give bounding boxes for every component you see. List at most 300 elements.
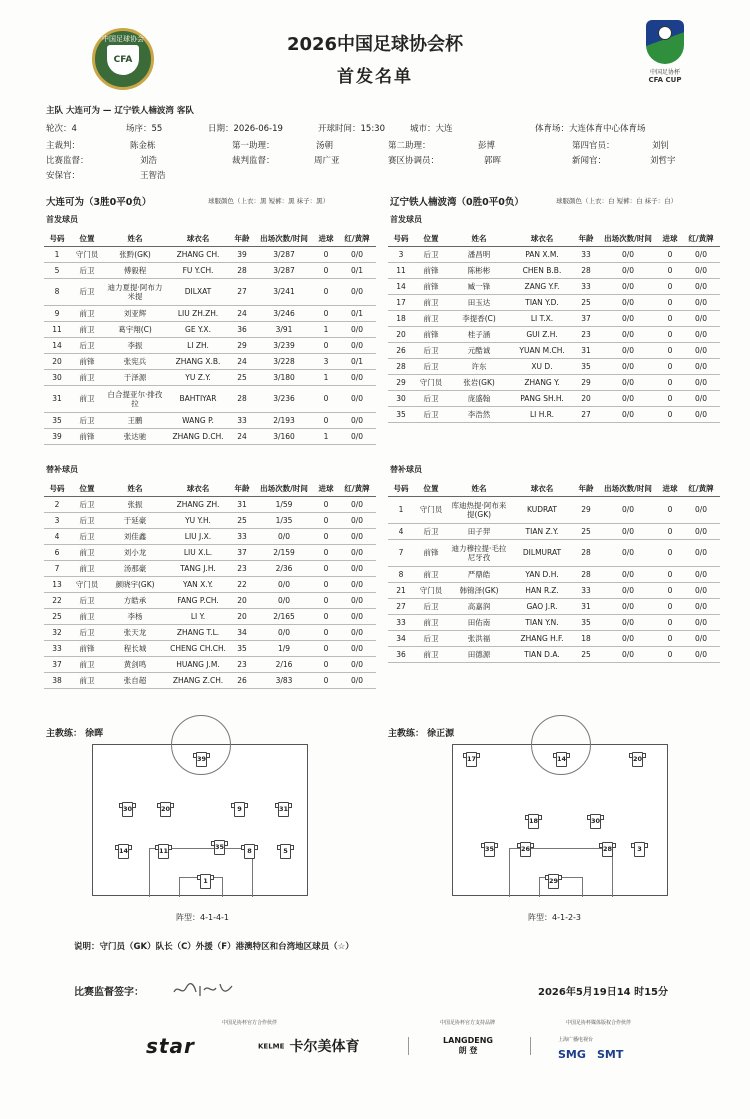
table-cell: 李提香(C) xyxy=(448,310,510,326)
table-cell: 1/9 xyxy=(254,640,314,656)
home-team-name: 大连可为（3胜0平0负） xyxy=(46,197,152,208)
table-cell: 26 xyxy=(230,672,254,688)
table-cell: 2/16 xyxy=(254,656,314,672)
table-cell: YAN X.Y. xyxy=(166,576,230,592)
match-date: 日期：2026-06-19 xyxy=(208,124,283,134)
away-formation: 阵型：4-1-2-3 xyxy=(528,913,582,922)
table-cell: 0/0 xyxy=(338,278,376,305)
table-row xyxy=(388,278,720,294)
column-header: 进球 xyxy=(314,232,338,246)
home-starters-label: 首发球员 xyxy=(46,215,78,224)
table-cell: 25 xyxy=(230,512,254,528)
table-cell: 34 xyxy=(388,630,414,646)
table-cell: 守门员 xyxy=(70,246,104,262)
table-cell: 0/0 xyxy=(598,406,658,422)
supervisor: 刘浩 xyxy=(140,156,158,166)
table-cell: 35 xyxy=(388,406,414,422)
table-cell: 0/0 xyxy=(254,592,314,608)
table-cell: 0 xyxy=(658,646,682,662)
table-cell: 李振 xyxy=(104,337,166,353)
ref-assessor: 周广亚 xyxy=(314,156,340,166)
table-cell: 1/35 xyxy=(254,512,314,528)
table-cell: 3/83 xyxy=(254,672,314,688)
table-cell: GUI Z.H. xyxy=(510,326,574,342)
table-cell: 0/0 xyxy=(254,624,314,640)
table-row xyxy=(388,646,720,662)
table-cell: 25 xyxy=(574,646,598,662)
table-cell: 后卫 xyxy=(414,246,448,262)
player-shirt-icon xyxy=(463,752,480,767)
langdeng-text: LANGDENG xyxy=(443,1036,493,1045)
table-cell: 后卫 xyxy=(414,358,448,374)
table-cell: 0/0 xyxy=(598,358,658,374)
table-cell: 0/0 xyxy=(598,566,658,582)
table-cell: 39 xyxy=(44,428,70,444)
table-cell: HUANG J.M. xyxy=(166,656,230,672)
table-cell: 后卫 xyxy=(414,630,448,646)
table-row xyxy=(388,539,720,566)
table-cell: 0/0 xyxy=(682,246,720,262)
sponsor-caption-media: 中国足协杯媒体版权合作伙伴 xyxy=(566,1020,632,1026)
table-cell: 0/0 xyxy=(598,598,658,614)
table-cell: 0/0 xyxy=(598,342,658,358)
table-cell: 方皓承 xyxy=(104,592,166,608)
table-cell: YAN D.H. xyxy=(510,566,574,582)
table-cell: 0 xyxy=(658,598,682,614)
home-subs-label: 替补球员 xyxy=(46,465,78,474)
security-label: 安保官： xyxy=(46,171,81,181)
table-cell: 0 xyxy=(314,672,338,688)
table-cell: 37 xyxy=(574,310,598,326)
table-cell: TANG J.H. xyxy=(166,560,230,576)
column-header: 红/黄牌 xyxy=(338,232,376,246)
table-cell: 前卫 xyxy=(70,321,104,337)
table-cell: 0/0 xyxy=(598,646,658,662)
table-cell: LI T.X. xyxy=(510,310,574,326)
table-cell: 后卫 xyxy=(70,624,104,640)
table-cell: 0/0 xyxy=(682,294,720,310)
table-cell: 0/0 xyxy=(254,576,314,592)
shirt-number: 28 xyxy=(602,845,613,853)
table-cell: 20 xyxy=(44,353,70,369)
column-header: 球衣名 xyxy=(510,482,574,496)
table-cell: 0/0 xyxy=(598,496,658,523)
shirt-number: 30 xyxy=(590,817,601,825)
table-cell: 0/0 xyxy=(338,246,376,262)
column-header: 号码 xyxy=(388,482,414,496)
column-header: 红/黄牌 xyxy=(682,482,720,496)
table-cell: ZHANG X.B. xyxy=(166,353,230,369)
table-cell: 迪力夏提·阿布力米提 xyxy=(104,278,166,305)
table-cell: 0/0 xyxy=(682,539,720,566)
player-shirt-icon xyxy=(545,874,562,889)
table-cell: YU Z.Y. xyxy=(166,369,230,385)
table-cell: 0/1 xyxy=(338,262,376,278)
shirt-number: 29 xyxy=(548,877,559,885)
table-cell: 24 xyxy=(230,428,254,444)
table-cell: 2/193 xyxy=(254,412,314,428)
table-cell: ZHANG Y. xyxy=(510,374,574,390)
table-cell: WANG P. xyxy=(166,412,230,428)
table-cell: 30 xyxy=(44,369,70,385)
table-cell: 程长城 xyxy=(104,640,166,656)
player-shirt-icon xyxy=(553,752,570,767)
table-cell: 20 xyxy=(574,390,598,406)
table-cell: 0 xyxy=(314,640,338,656)
table-cell: 18 xyxy=(388,310,414,326)
table-cell: TIAN Y.D. xyxy=(510,294,574,310)
table-cell: 守门员 xyxy=(414,582,448,598)
table-cell: 黄剑鸣 xyxy=(104,656,166,672)
table-cell: 0 xyxy=(658,496,682,523)
table-cell: LI Y. xyxy=(166,608,230,624)
table-cell: LI ZH. xyxy=(166,337,230,353)
away-starters-table xyxy=(388,232,720,423)
table-cell: 3/241 xyxy=(254,278,314,305)
table-cell: 0/0 xyxy=(682,566,720,582)
table-cell: 前卫 xyxy=(70,369,104,385)
table-row xyxy=(388,358,720,374)
table-cell: 后卫 xyxy=(70,412,104,428)
column-header: 号码 xyxy=(44,482,70,496)
home-subs-table xyxy=(44,482,376,689)
table-cell: 2/165 xyxy=(254,608,314,624)
table-cell: 28 xyxy=(574,262,598,278)
sponsor-divider xyxy=(530,1037,531,1055)
shirt-number: 17 xyxy=(466,755,477,763)
table-cell: 颜晓宇(GK) xyxy=(104,576,166,592)
table-cell: 张振 xyxy=(104,496,166,512)
column-header: 出场次数/时间 xyxy=(598,482,658,496)
table-cell: 于延豪 xyxy=(104,512,166,528)
player-shirt-icon xyxy=(241,844,258,859)
table-cell: TIAN Z.Y. xyxy=(510,523,574,539)
table-cell: 0 xyxy=(658,630,682,646)
away-subs-label: 替补球员 xyxy=(390,465,422,474)
emblem-arc-text: 中国足球协会 xyxy=(102,35,144,43)
table-cell: 1 xyxy=(314,428,338,444)
table-cell: 田佑南 xyxy=(448,614,510,630)
table-cell: BAHTIYAR xyxy=(166,385,230,412)
table-cell: 28 xyxy=(230,262,254,278)
table-cell: 18 xyxy=(574,630,598,646)
table-cell: 11 xyxy=(44,321,70,337)
table-row xyxy=(44,528,376,544)
table-cell: 8 xyxy=(44,278,70,305)
away-starters-label: 首发球员 xyxy=(390,215,422,224)
table-cell: 4 xyxy=(388,523,414,539)
sponsor-caption-support: 中国足协杯官方支持品牌 xyxy=(440,1020,496,1026)
table-cell: 前卫 xyxy=(70,385,104,412)
table-cell: 后卫 xyxy=(70,337,104,353)
table-cell: 0/0 xyxy=(682,358,720,374)
table-cell: 庞盛翰 xyxy=(448,390,510,406)
table-cell: ZANG Y.F. xyxy=(510,278,574,294)
table-cell: 前卫 xyxy=(70,608,104,624)
table-cell: 2/36 xyxy=(254,560,314,576)
table-cell: LI H.R. xyxy=(510,406,574,422)
table-cell: YUAN M.CH. xyxy=(510,342,574,358)
table-cell: 20 xyxy=(388,326,414,342)
shirt-number: 18 xyxy=(528,817,539,825)
player-shirt-icon xyxy=(517,842,534,857)
table-cell: 17 xyxy=(388,294,414,310)
table-row xyxy=(388,326,720,342)
table-cell: 31 xyxy=(44,385,70,412)
player-shirt-icon xyxy=(193,752,210,767)
ref-assessor-label: 裁判监督： xyxy=(232,156,275,166)
home-coach: 主教练： 徐晖 xyxy=(46,729,104,739)
press: 刘哲宇 xyxy=(650,156,676,166)
table-cell: 前卫 xyxy=(414,646,448,662)
player-shirt-icon xyxy=(525,814,542,829)
table-cell: 0/0 xyxy=(682,390,720,406)
table-cell: 0/0 xyxy=(598,614,658,630)
page-subtitle: 首发名单 xyxy=(337,67,413,87)
table-cell: 0/0 xyxy=(682,374,720,390)
column-header: 红/黄牌 xyxy=(682,232,720,246)
table-cell: 4 xyxy=(44,528,70,544)
player-shirt-icon xyxy=(629,752,646,767)
player-shirt-icon xyxy=(599,842,616,857)
table-cell: 31 xyxy=(574,598,598,614)
shirt-number: 20 xyxy=(160,805,171,813)
away-coach: 主教练： 徐正源 xyxy=(388,729,455,739)
table-cell: 0/0 xyxy=(338,369,376,385)
shirt-number: 30 xyxy=(122,805,133,813)
table-cell: 0 xyxy=(314,608,338,624)
table-cell: 0/0 xyxy=(338,640,376,656)
table-cell: 29 xyxy=(574,374,598,390)
table-row xyxy=(44,369,376,385)
table-row xyxy=(388,630,720,646)
table-cell: 0 xyxy=(658,523,682,539)
player-shirt-icon xyxy=(277,844,294,859)
table-row xyxy=(388,582,720,598)
table-cell: 3 xyxy=(314,353,338,369)
table-cell: 28 xyxy=(574,539,598,566)
table-cell: 3/246 xyxy=(254,305,314,321)
table-cell: 3/228 xyxy=(254,353,314,369)
shirt-number: 14 xyxy=(556,755,567,763)
table-cell: 20 xyxy=(230,608,254,624)
shirt-number: 35 xyxy=(214,843,225,851)
table-cell: 0/0 xyxy=(338,592,376,608)
table-cell: 0 xyxy=(314,246,338,262)
table-cell: 1 xyxy=(314,321,338,337)
table-cell: 0/0 xyxy=(598,278,658,294)
table-cell: 35 xyxy=(574,358,598,374)
table-cell: 0/0 xyxy=(682,614,720,630)
table-row xyxy=(44,305,376,321)
table-cell: 前锋 xyxy=(414,262,448,278)
table-cell: 臧一锋 xyxy=(448,278,510,294)
table-cell: 张洪福 xyxy=(448,630,510,646)
table-cell: ZHANG D.CH. xyxy=(166,428,230,444)
table-cell: 32 xyxy=(44,624,70,640)
table-cell: 0/0 xyxy=(682,342,720,358)
table-cell: 21 xyxy=(388,582,414,598)
table-row xyxy=(388,566,720,582)
table-cell: 25 xyxy=(230,369,254,385)
table-cell: 33 xyxy=(388,614,414,630)
table-cell: 0/0 xyxy=(338,624,376,640)
column-header: 姓名 xyxy=(104,232,166,246)
handwritten-signature-icon xyxy=(170,978,240,1000)
table-cell: 刘小龙 xyxy=(104,544,166,560)
table-cell: 前锋 xyxy=(70,640,104,656)
table-cell: 25 xyxy=(44,608,70,624)
away-kit-colors: 球服颜色（上衣：白 短裤：白 袜子：白） xyxy=(556,197,678,205)
player-shirt-icon xyxy=(119,802,136,817)
table-row xyxy=(388,246,720,262)
table-row xyxy=(44,656,376,672)
player-shirt-icon xyxy=(211,840,228,855)
table-row xyxy=(44,262,376,278)
column-header: 球衣名 xyxy=(510,232,574,246)
table-cell: 后卫 xyxy=(70,512,104,528)
table-cell: 14 xyxy=(44,337,70,353)
table-cell: 前卫 xyxy=(414,310,448,326)
table-cell: 0 xyxy=(658,566,682,582)
sponsor-divider xyxy=(408,1037,409,1055)
page-title: 2026中国足球协会杯 xyxy=(286,34,464,55)
table-cell: 0 xyxy=(314,496,338,512)
table-cell: 33 xyxy=(574,278,598,294)
table-cell: 37 xyxy=(44,656,70,672)
table-cell: PAN X.M. xyxy=(510,246,574,262)
table-cell: 0/0 xyxy=(598,630,658,646)
table-cell: 李浩然 xyxy=(448,406,510,422)
table-cell: 0 xyxy=(314,512,338,528)
table-cell: LIU X.L. xyxy=(166,544,230,560)
table-row xyxy=(44,592,376,608)
table-row xyxy=(388,523,720,539)
table-cell: 严鼎皓 xyxy=(448,566,510,582)
table-cell: 33 xyxy=(44,640,70,656)
kelme-mark: KELME xyxy=(258,1042,285,1051)
table-row xyxy=(44,640,376,656)
fourth: 刘钊 xyxy=(652,141,670,151)
table-cell: CHENG CH.CH. xyxy=(166,640,230,656)
player-shirt-icon xyxy=(631,842,648,857)
player-shirt-icon xyxy=(155,844,172,859)
table-cell: 3/180 xyxy=(254,369,314,385)
table-cell: 22 xyxy=(44,592,70,608)
table-cell: PANG SH.H. xyxy=(510,390,574,406)
table-cell: 守门员 xyxy=(414,374,448,390)
table-row xyxy=(388,406,720,422)
smg-caption: 上海广播电视台 xyxy=(558,1037,594,1043)
shirt-number: 14 xyxy=(118,847,129,855)
player-shirt-icon xyxy=(481,842,498,857)
table-cell: 0/0 xyxy=(338,385,376,412)
table-row xyxy=(44,353,376,369)
table-cell: 25 xyxy=(574,523,598,539)
table-cell: 0/0 xyxy=(338,337,376,353)
table-cell: 后卫 xyxy=(414,390,448,406)
table-cell: 王鹏 xyxy=(104,412,166,428)
table-cell: 31 xyxy=(230,496,254,512)
table-cell: 27 xyxy=(230,278,254,305)
table-cell: 0/0 xyxy=(598,374,658,390)
table-cell: TIAN D.A. xyxy=(510,646,574,662)
table-cell: 27 xyxy=(574,406,598,422)
home-lineup-pitch xyxy=(92,744,308,896)
table-cell: 潘昌明 xyxy=(448,246,510,262)
coord-label: 赛区协调员： xyxy=(388,156,440,166)
table-cell: 36 xyxy=(230,321,254,337)
column-header: 出场次数/时间 xyxy=(254,482,314,496)
player-shirt-icon xyxy=(587,814,604,829)
shirt-number: 39 xyxy=(196,755,207,763)
away-lineup-pitch xyxy=(452,744,668,896)
table-cell: 30 xyxy=(388,390,414,406)
table-cell: 0 xyxy=(658,262,682,278)
shirt-number: 11 xyxy=(158,847,169,855)
table-cell: 田子羿 xyxy=(448,523,510,539)
table-cell: 23 xyxy=(230,656,254,672)
table-cell: 3 xyxy=(388,246,414,262)
shirt-number: 31 xyxy=(278,805,289,813)
column-header: 姓名 xyxy=(104,482,166,496)
table-row xyxy=(44,608,376,624)
table-cell: 0 xyxy=(314,385,338,412)
table-cell: 27 xyxy=(388,598,414,614)
table-cell: DILMURAT xyxy=(510,539,574,566)
table-cell: 前锋 xyxy=(70,353,104,369)
table-cell: 24 xyxy=(230,353,254,369)
table-cell: 0/0 xyxy=(338,672,376,688)
kickoff-time: 开球时间：15:30 xyxy=(318,124,385,134)
table-cell: 0 xyxy=(658,358,682,374)
table-cell: 8 xyxy=(388,566,414,582)
table-cell: 3/160 xyxy=(254,428,314,444)
table-cell: 后卫 xyxy=(414,406,448,422)
table-cell: 13 xyxy=(44,576,70,592)
table-cell: 28 xyxy=(230,385,254,412)
home-kit-colors: 球服颜色（上衣：黑 短裤：黑 袜子：黑） xyxy=(208,197,330,205)
langdeng-sponsor-logo xyxy=(438,1036,498,1056)
table-cell: 24 xyxy=(230,305,254,321)
match-no: 场序：55 xyxy=(126,124,163,134)
table-cell: 0 xyxy=(314,624,338,640)
table-cell: FU Y.CH. xyxy=(166,262,230,278)
table-cell: 前卫 xyxy=(70,656,104,672)
table-cell: FANG P.CH. xyxy=(166,592,230,608)
table-cell: 11 xyxy=(388,262,414,278)
table-cell: 0/0 xyxy=(338,576,376,592)
table-cell: 0/0 xyxy=(338,608,376,624)
table-cell: 傅毅程 xyxy=(104,262,166,278)
table-cell: 前卫 xyxy=(414,566,448,582)
table-cell: 前卫 xyxy=(70,305,104,321)
table-cell: 0/0 xyxy=(682,630,720,646)
table-cell: 2/159 xyxy=(254,544,314,560)
table-cell: 22 xyxy=(230,576,254,592)
column-header: 位置 xyxy=(414,482,448,496)
ar1: 汤朝 xyxy=(316,141,334,151)
table-cell: 0/0 xyxy=(598,294,658,310)
table-cell: 39 xyxy=(230,246,254,262)
table-cell: 张宪兵 xyxy=(104,353,166,369)
player-shirt-icon xyxy=(157,802,174,817)
table-cell: 1 xyxy=(44,246,70,262)
table-cell: ZHANG T.L. xyxy=(166,624,230,640)
supervisor-label: 比赛监督： xyxy=(46,156,89,166)
referee: 陈金栋 xyxy=(130,141,156,151)
table-cell: 前卫 xyxy=(70,544,104,560)
